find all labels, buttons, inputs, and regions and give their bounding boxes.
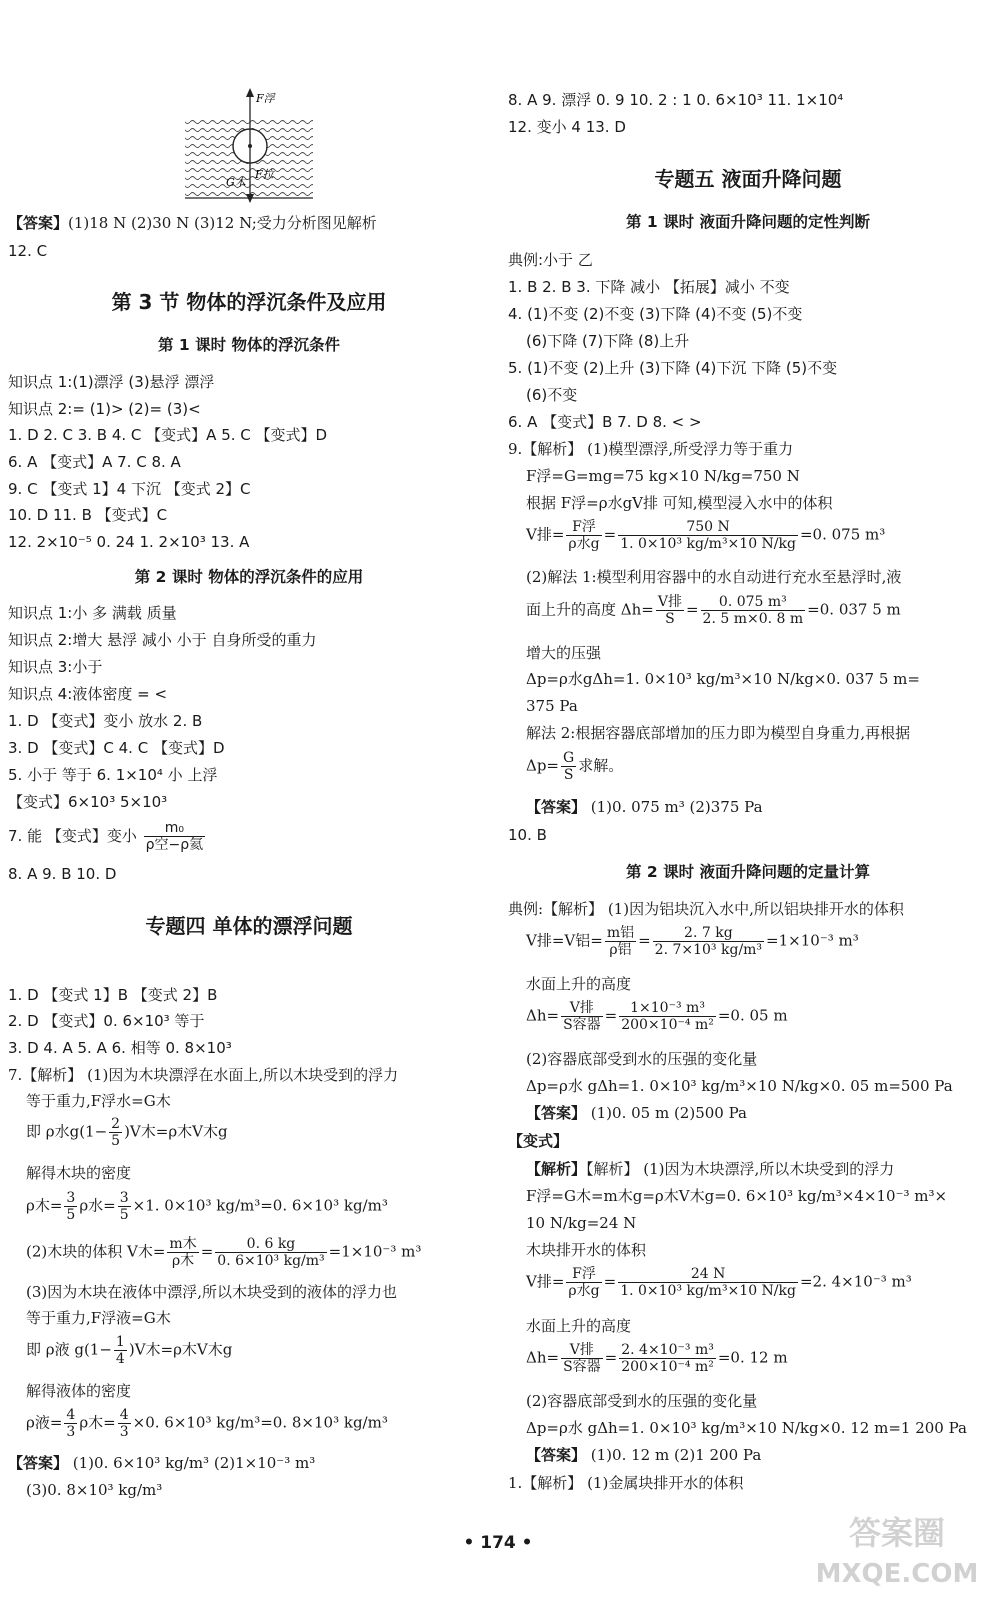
answer-line: 2. D 【变式】0. 6×10³ 等于 <box>8 1012 205 1030</box>
solution-line: 根据 F浮=ρ水gV排 可知,模型浸入水中的体积 <box>526 494 833 512</box>
answer-line: 【答案】 (1)0. 05 m (2)500 Pa <box>526 1104 747 1122</box>
solution-line: F浮=G木=m木g=ρ木V木g=0. 6×10³ kg/m³×4×10⁻³ m³× <box>526 1187 948 1205</box>
section-title: 专题四 单体的漂浮问题 <box>145 914 353 938</box>
equation-line: V排= $\frac{\text{F浮}}{\text{ρ水g}}$ = $\frac{24 N}{\text{1. 0×10³ kg/m³×10 N/kg}}$ =2. 4×10⁻³ m³ <box>526 1266 912 1299</box>
answer-line: 3. D 4. A 5. A 6. 相等 0. 8×10³ <box>8 1039 232 1057</box>
answer-line: 知识点 3:小于 <box>8 658 103 676</box>
answer-line: 12. 变小 4 13. D <box>508 118 626 136</box>
answer-line: 知识点 1:(1)漂浮 (3)悬浮 漂浮 <box>8 373 215 391</box>
answer-line: 知识点 2:= (1)> (2)= (3)< <box>8 400 201 418</box>
equation-line: ρ木= $\frac{3}{5}$ ρ水= $\frac{3}{5}$ ×1. 0×10³ kg/m³=0. 6×10³ kg/m³ <box>26 1190 388 1223</box>
answer-line: 知识点 1:小 多 满载 质量 <box>8 604 177 622</box>
answer-line: 知识点 4:液体密度 = < <box>8 685 168 703</box>
svg-text:MXQE.COM: MXQE.COM <box>815 1559 979 1589</box>
equation-line: Δh= $\frac{\text{V排}}{\text{S容器}}$ = $\frac{\text{1×10⁻³ m³}}{\text{200×10⁻⁴ m²}}$ =0. 05 m <box>526 1000 788 1033</box>
solution-line: 木块排开水的体积 <box>526 1241 647 1259</box>
equation-line: Δh= $\frac{\text{V排}}{\text{S容器}}$ = $\frac{\text{2. 4×10⁻³ m³}}{\text{200×10⁻⁴ m²}}$ =0. 12 m <box>526 1342 788 1375</box>
label-f-buoy: F浮 <box>256 92 275 105</box>
solution-line: (3)因为木块在液体中漂浮,所以木块受到的液体的浮力也 <box>26 1283 398 1301</box>
answer-line: 1. D 【变式 1】B 【变式 2】B <box>8 986 218 1004</box>
equation-line: 即 ρ水g(1− $\frac{2}{5}$ )V木=ρ木V木g <box>26 1116 228 1149</box>
answer-line: 1. D 【变式】变小 放水 2. B <box>8 712 203 730</box>
solution-line: 10 N/kg=24 N <box>526 1214 637 1232</box>
answer-line: 【答案】 (1)0. 075 m³ (2)375 Pa <box>526 798 763 816</box>
answer-line: 7. 能 【变式】变小 $\frac{\text{m₀}}{\text{ρ空−ρ氦}}$ <box>8 820 204 853</box>
svg-text:答案圈: 答案圈 <box>848 1514 946 1552</box>
answer-line: (6)不变 <box>526 386 578 404</box>
watermark-logo <box>812 1506 982 1592</box>
equation-line: Δp= $\frac{G}{S}$ 求解。 <box>526 750 624 783</box>
equation-line: V排=V铝= $\frac{\text{m铝}}{\text{ρ铝}}$ = $\frac{2. 7 kg}{\text{2. 7×10³ kg/m³}}$ =1×10⁻³ m³ <box>526 925 859 958</box>
label-g-wood: G木 <box>226 176 246 189</box>
answer-line: 12. C <box>8 242 48 260</box>
answer-line: 3. D 【变式】C 4. C 【变式】D <box>8 739 225 757</box>
solution-line: 水面上升的高度 <box>526 975 632 993</box>
lesson-title: 第 2 课时 物体的浮沉条件的应用 <box>134 568 364 586</box>
solution-line: (2)容器底部受到水的压强的变化量 <box>526 1392 758 1410</box>
solution-line: 9.【解析】 (1)模型漂浮,所受浮力等于重力 <box>508 440 794 458</box>
answer-line: (6)下降 (7)下降 (8)上升 <box>526 332 690 350</box>
answer-line: (3)0. 8×10³ kg/m³ <box>26 1481 163 1499</box>
answer-line: 6. A 【变式】A 7. C 8. A <box>8 453 181 471</box>
answer-line: 5. (1)不变 (2)上升 (3)下降 (4)下沉 下降 (5)不变 <box>508 359 838 377</box>
solution-line: 7.【解析】 (1)因为木块漂浮在水面上,所以木块受到的浮力 <box>8 1066 399 1084</box>
section-title: 第 3 节 物体的浮沉条件及应用 <box>111 290 387 314</box>
fraction: $\frac{\text{m₀}}{\text{ρ空−ρ氦}}$ <box>145 820 204 853</box>
answer-line: 9. C 【变式 1】4 下沉 【变式 2】C <box>8 480 251 498</box>
page-number: • 174 • <box>463 1533 533 1553</box>
solution-line: 典例:【解析】 (1)因为铝块沉入水中,所以铝块排开水的体积 <box>508 900 904 918</box>
answer-line: 5. 小于 等于 6. 1×10⁴ 小 上浮 <box>8 766 218 784</box>
equation-line: V排= $\frac{\text{F浮}}{\text{ρ水g}}$ = $\frac{750 N}{\text{1. 0×10³ kg/m³×10 N/kg}}$ =0. 075 m³ <box>526 519 886 552</box>
answer-line: 【变式】6×10³ 5×10³ <box>8 793 168 811</box>
solution-line: 解得木块的密度 <box>26 1164 132 1182</box>
solution-line: 【解析】【解析】 (1)因为木块漂浮,所以木块受到的浮力 <box>526 1160 895 1178</box>
solution-line: 1.【解析】 (1)金属块排开水的体积 <box>508 1474 744 1492</box>
answer-line: 4. (1)不变 (2)不变 (3)下降 (4)不变 (5)不变 <box>508 305 803 323</box>
solution-line: 水面上升的高度 <box>526 1317 632 1335</box>
solution-line: 375 Pa <box>526 697 578 715</box>
solution-line: 解法 2:根据容器底部增加的压力即为模型自身重力,再根据 <box>526 724 911 742</box>
solution-line: Δp=ρ水 gΔh=1. 0×10³ kg/m³×10 N/kg×0. 12 m=1 200 Pa <box>526 1419 967 1437</box>
lesson-title: 第 1 课时 液面升降问题的定性判断 <box>626 213 870 231</box>
equation-line: (2)木块的体积 V木= $\frac{\text{m木}}{\text{ρ木}}$ = $\frac{0. 6 kg}{\text{0. 6×10³ kg/m³}}$ =1×10⁻³ m³ <box>26 1236 422 1269</box>
answer-line: 典例:小于 乙 <box>508 251 593 269</box>
answer-line: 知识点 2:增大 悬浮 减小 小于 自身所受的重力 <box>8 631 317 649</box>
variant-tag: 【变式】 <box>508 1132 569 1150</box>
lesson-title: 第 2 课时 液面升降问题的定量计算 <box>626 863 870 881</box>
answer-line: 1. D 2. C 3. B 4. C 【变式】A 5. C 【变式】D <box>8 426 328 444</box>
solution-line: Δp=ρ水gΔh=1. 0×10³ kg/m³×10 N/kg×0. 037 5 m= <box>526 670 920 688</box>
answer-line: 【答案】 (1)0. 6×10³ kg/m³ (2)1×10⁻³ m³ <box>8 1454 316 1472</box>
solution-line: Δp=ρ水 gΔh=1. 0×10³ kg/m³×10 N/kg×0. 05 m=500 Pa <box>526 1077 953 1095</box>
solution-line: 等于重力,F浮液=G木 <box>26 1309 171 1327</box>
answer-line: 【答案】(1)18 N (2)30 N (3)12 N;受力分析图见解析 <box>8 214 377 232</box>
equation-line: 面上升的高度 Δh= $\frac{\text{V排}}{S}$ = $\frac{\text{0. 075 m³}}{2. 5 m\times 0. 8 m}$ =0. 037 5 m <box>526 594 901 627</box>
solution-line: F浮=G=mg=75 kg×10 N/kg=750 N <box>526 467 800 485</box>
answer-line: 10. D 11. B 【变式】C <box>8 506 168 524</box>
answer-line: 8. A 9. B 10. D <box>8 865 117 883</box>
solution-line: 等于重力,F浮水=G木 <box>26 1092 171 1110</box>
solution-line: 增大的压强 <box>526 644 602 662</box>
answer-line: 6. A 【变式】B 7. D 8. < > <box>508 413 702 431</box>
answer-line: 8. A 9. 漂浮 0. 9 10. 2 : 1 0. 6×10³ 11. 1×10⁴ <box>508 91 844 109</box>
lesson-title: 第 1 课时 物体的浮沉条件 <box>158 336 340 354</box>
label-f-pull: F拉 <box>255 168 274 181</box>
answer-line: 10. B <box>508 826 547 844</box>
answer-line: 1. B 2. B 3. 下降 减小 【拓展】减小 不变 <box>508 278 790 296</box>
buoyancy-diagram <box>180 86 320 206</box>
equation-line: 即 ρ液 g(1− $\frac{1}{4}$ )V木=ρ木V木g <box>26 1334 233 1367</box>
answer-line: 【答案】 (1)0. 12 m (2)1 200 Pa <box>526 1446 762 1464</box>
solution-line: (2)容器底部受到水的压强的变化量 <box>526 1050 758 1068</box>
solution-line: (2)解法 1:模型利用容器中的水自动进行充水至悬浮时,液 <box>526 568 902 586</box>
section-title: 专题五 液面升降问题 <box>654 167 842 191</box>
answer-line: 12. 2×10⁻⁵ 0. 24 1. 2×10³ 13. A <box>8 533 250 551</box>
equation-line: ρ液= $\frac{4}{3}$ ρ木= $\frac{4}{3}$ ×0. 6×10³ kg/m³=0. 8×10³ kg/m³ <box>26 1407 388 1440</box>
solution-line: 解得液体的密度 <box>26 1382 132 1400</box>
